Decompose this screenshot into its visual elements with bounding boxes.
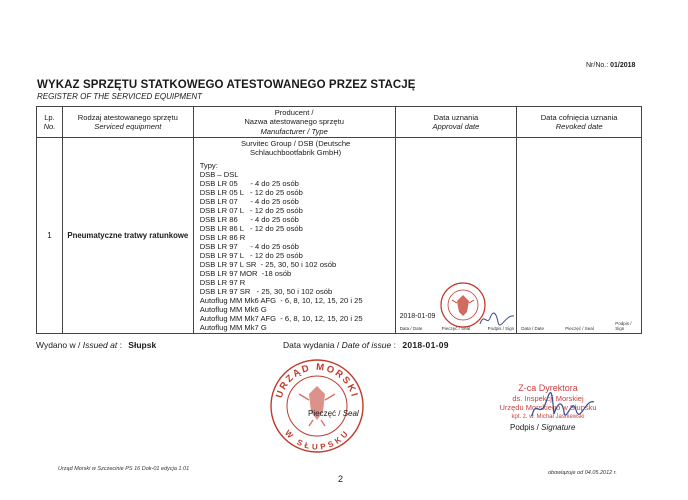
table-header-row xyxy=(37,107,642,138)
type-list-item: DSB LR 05 L - 12 do 25 osób xyxy=(199,188,303,198)
sign-caption: Podpis / Sign xyxy=(487,326,515,332)
sign-caption: Podpis / Sign xyxy=(615,321,632,332)
page-title: WYKAZ SPRZĘTU STATKOWEGO ATESTOWANEGO PRZEZ STACJĘ xyxy=(37,79,416,91)
cell-lp: 1 xyxy=(37,138,63,334)
type-list-item: DSB LR 97 R xyxy=(199,278,246,288)
type-list-item: Autoflug MM Mk7 G xyxy=(199,323,267,333)
manufacturer-name: Survitec Group / DSB (Deutsche Schlauchbootfabrik GmbH) xyxy=(240,139,351,158)
page-subtitle: REGISTER OF THE SERVICED EQUIPMENT xyxy=(37,92,203,101)
seal-ring-top: URZĄD MORSKI xyxy=(273,361,361,400)
types-list xyxy=(200,170,392,332)
type-list-item: DSB LR 97 L - 12 do 25 osób xyxy=(199,251,303,261)
type-list-item: Autoflug MM Mk6 AFG - 6, 8, 10, 12, 15, 20 i 25 xyxy=(199,296,363,306)
col-header-revoked-date: Data cofnięcia uznania Revoked date xyxy=(517,107,642,138)
stamp-caption: Pieczęć / Seal xyxy=(565,326,594,332)
seal-ring-bottom: W SŁUPSKU xyxy=(283,428,352,452)
cell-revoked-date xyxy=(517,138,642,334)
type-list-item: DSB LR 97 MOR -18 osób xyxy=(199,269,292,279)
approval-date-value: 2018-01-09 xyxy=(399,313,436,321)
seal-label: Pieczęć / Seal xyxy=(308,409,359,418)
doc-number-value: 01/2018 xyxy=(610,62,636,69)
type-list-item: DSB LR 86 L - 12 do 25 osób xyxy=(199,224,303,234)
stamp-caption: Pieczęć / Seal xyxy=(441,326,471,332)
table-row xyxy=(37,138,642,334)
type-list-item: DSB – DSL xyxy=(199,170,239,180)
type-list-item: DSB LR 97 SR - 25, 30, 50 i 102 osób xyxy=(199,287,333,297)
equipment-register-table xyxy=(36,106,642,334)
date-caption: Data / Date xyxy=(521,326,545,332)
date-of-issue: Data wydania / Date of issue : 2018-01-09 xyxy=(283,340,449,350)
signature-label: Podpis / Signature xyxy=(510,423,576,432)
issued-at-value: Słupsk xyxy=(128,340,157,350)
type-list-item: DSB LR 86 - 4 do 25 osób xyxy=(199,215,299,225)
doc-number-label: Nr/No.: xyxy=(586,62,609,69)
type-list-item: DSB LR 97 - 4 do 25 osób xyxy=(199,242,299,252)
handwritten-signature-icon xyxy=(528,392,598,424)
date-of-issue-value: 2018-01-09 xyxy=(402,340,449,350)
cell-approval-date xyxy=(395,138,517,334)
svg-text:W SŁUPSKU xyxy=(283,428,351,451)
type-list-item: DSB LR 07 L - 12 do 25 osób xyxy=(199,206,303,216)
type-list-item: Autoflug MM Mk6 G xyxy=(199,305,267,315)
footer-doc-ref: Urząd Morski w Szczecinie PS 16 Dok-01 edycja 1.01 xyxy=(58,466,190,472)
type-list-item: DSB LR 97 L SR - 25, 30, 50 i 102 osób xyxy=(199,260,337,270)
cell-manufacturer-types xyxy=(193,138,395,334)
official-red-stamp: Z-ca Dyrektora ds. Inspekcji Morskiej Urzędu Morskiego w Słupsku kpt. ż. w. Michał Jaśniewski xyxy=(499,383,597,420)
types-heading: Typy: xyxy=(199,161,218,171)
official-seal-icon xyxy=(269,358,365,454)
date-caption: Data / Date xyxy=(399,326,423,332)
type-list-item: Autoflug MM Mk7 AFG - 6, 8, 10, 12, 15, 20 i 25 xyxy=(199,314,363,324)
type-list-item: DSB LR 86 R xyxy=(199,233,246,243)
page-number: 2 xyxy=(338,474,344,484)
cell-equipment-type: Pneumatyczne tratwy ratunkowe xyxy=(62,138,193,334)
type-list-item: DSB LR 05 - 4 do 25 osób xyxy=(199,179,299,189)
col-header-equipment: Rodzaj atestowanego sprzętu Serviced equipment xyxy=(62,107,193,138)
col-header-manufacturer: Producent / Nazwa atestowanego sprzętu Manufacturer / Type xyxy=(193,107,395,138)
type-list-item: DSB LR 07 - 4 do 25 osób xyxy=(199,197,299,207)
document-number xyxy=(586,62,635,69)
col-header-lp: Lp. No. xyxy=(37,107,63,138)
issued-at: Wydano w / Issued at : Słupsk xyxy=(36,340,157,350)
col-header-approval-date: Data uznania Approval date xyxy=(395,107,517,138)
footer-valid-from: obowiązuje od 04.05.2012 r. xyxy=(548,470,617,476)
